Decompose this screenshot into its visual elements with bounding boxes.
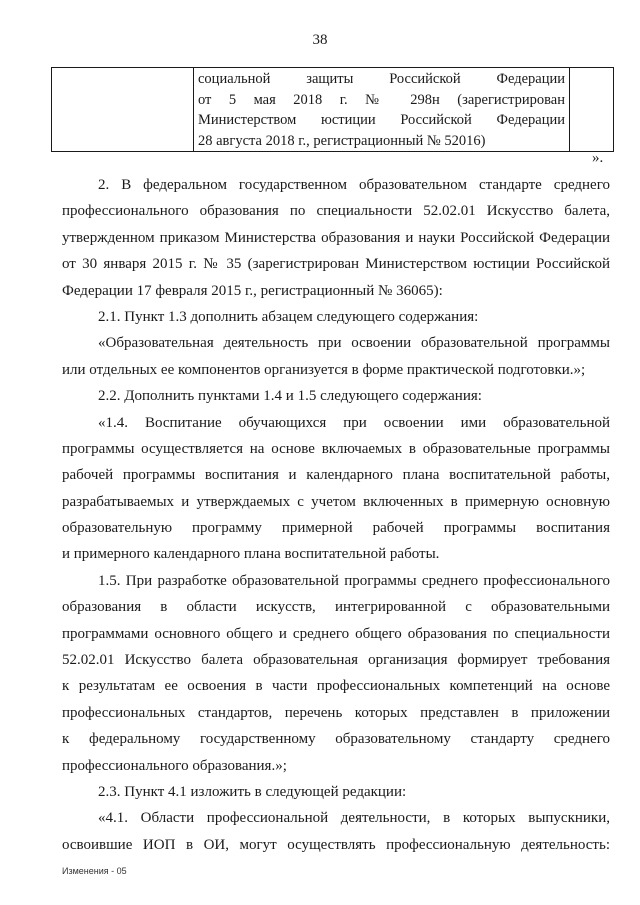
table-text-line: от 5 мая 2018 г. № 298н (зарегистрирован <box>198 91 565 108</box>
table-row <box>52 68 614 152</box>
paragraph-line: «1.4. Воспитание обучающихся при освоении ими образовательной <box>98 414 610 431</box>
paragraph-line: профессионального образования.»; <box>62 757 287 774</box>
paragraph-line: 2.1. Пункт 1.3 дополнить абзацем следующего содержания: <box>98 308 479 325</box>
page-number: 38 <box>312 32 328 48</box>
paragraph-line: 2.2. Дополнить пунктами 1.4 и 1.5 следующего содержания: <box>98 388 482 405</box>
closing-quote: ». <box>592 150 604 166</box>
table-cell-empty <box>570 68 614 152</box>
paragraph-line: профессиональных стандартов, перечень которых представлен в приложении <box>62 704 610 721</box>
paragraph-line: разрабатываемых и утверждаемых с учетом включенных в примерную основную <box>62 493 610 510</box>
paragraph-line: к результатам ее освоения в части профессиональных компетенций на основе <box>62 678 610 695</box>
paragraph-line: от 30 января 2015 г. № 35 (зарегистрирован Министерством юстиции Российской <box>62 256 610 273</box>
table-cell-text <box>194 68 570 152</box>
table-cell-number <box>52 68 194 152</box>
document-body <box>62 172 610 858</box>
paragraph-line: образования в области искусств, интегрированной с образовательными <box>62 599 610 616</box>
paragraph-line: 2. В федеральном государственном образовательном стандарте среднего <box>98 177 610 193</box>
continuation-table <box>51 67 614 152</box>
table-text-line: Министерством юстиции Российской Федерации <box>198 112 565 128</box>
paragraph-line: 2.3. Пункт 4.1 изложить в следующей редакции: <box>98 783 407 800</box>
paragraph-line: профессионального образования по специальности 52.02.01 Искусство балета, <box>62 203 610 220</box>
paragraph-line: и примерного календарного плана воспитательной работы. <box>62 546 440 563</box>
paragraph-line: или отдельных ее компонентов организуется в форме практической подготовки.»; <box>62 361 586 378</box>
paragraph-line: «Образовательная деятельность при освоении образовательной программы <box>98 335 610 352</box>
paragraph-line: Федерации 17 февраля 2015 г., регистрационный № 36065): <box>62 282 443 299</box>
paragraph-line: рабочей программы воспитания и календарного плана воспитательной работы, <box>62 467 610 484</box>
paragraph-line: 52.02.01 Искусство балета образовательная организация формирует требования <box>62 652 610 669</box>
paragraph-line: 1.5. При разработке образовательной программы среднего профессионального <box>98 572 610 589</box>
paragraph-line: «4.1. Области профессиональной деятельности, в которых выпускники, <box>98 810 610 827</box>
paragraph-line: образовательную программу примерной рабочей программы воспитания <box>62 520 610 537</box>
footer-note: Изменения - 05 <box>62 866 127 876</box>
paragraph-line: программами основного общего и среднего общего образования по специальности <box>62 625 610 642</box>
paragraph-line: программы осуществляется на основе включаемых в образовательные программы <box>62 440 610 457</box>
table-text-line: 28 августа 2018 г., регистрационный № 52016) <box>198 132 486 149</box>
paragraph-line: утвержденном приказом Министерства образования и науки Российской Федерации <box>62 229 610 246</box>
table-text-line: социальной защиты Российской Федерации <box>198 71 565 87</box>
paragraph-line: к федеральному государственному образовательному стандарту среднего <box>62 731 610 748</box>
paragraph-line: освоившие ИОП в ОИ, могут осуществлять профессиональную деятельность: <box>62 836 610 853</box>
